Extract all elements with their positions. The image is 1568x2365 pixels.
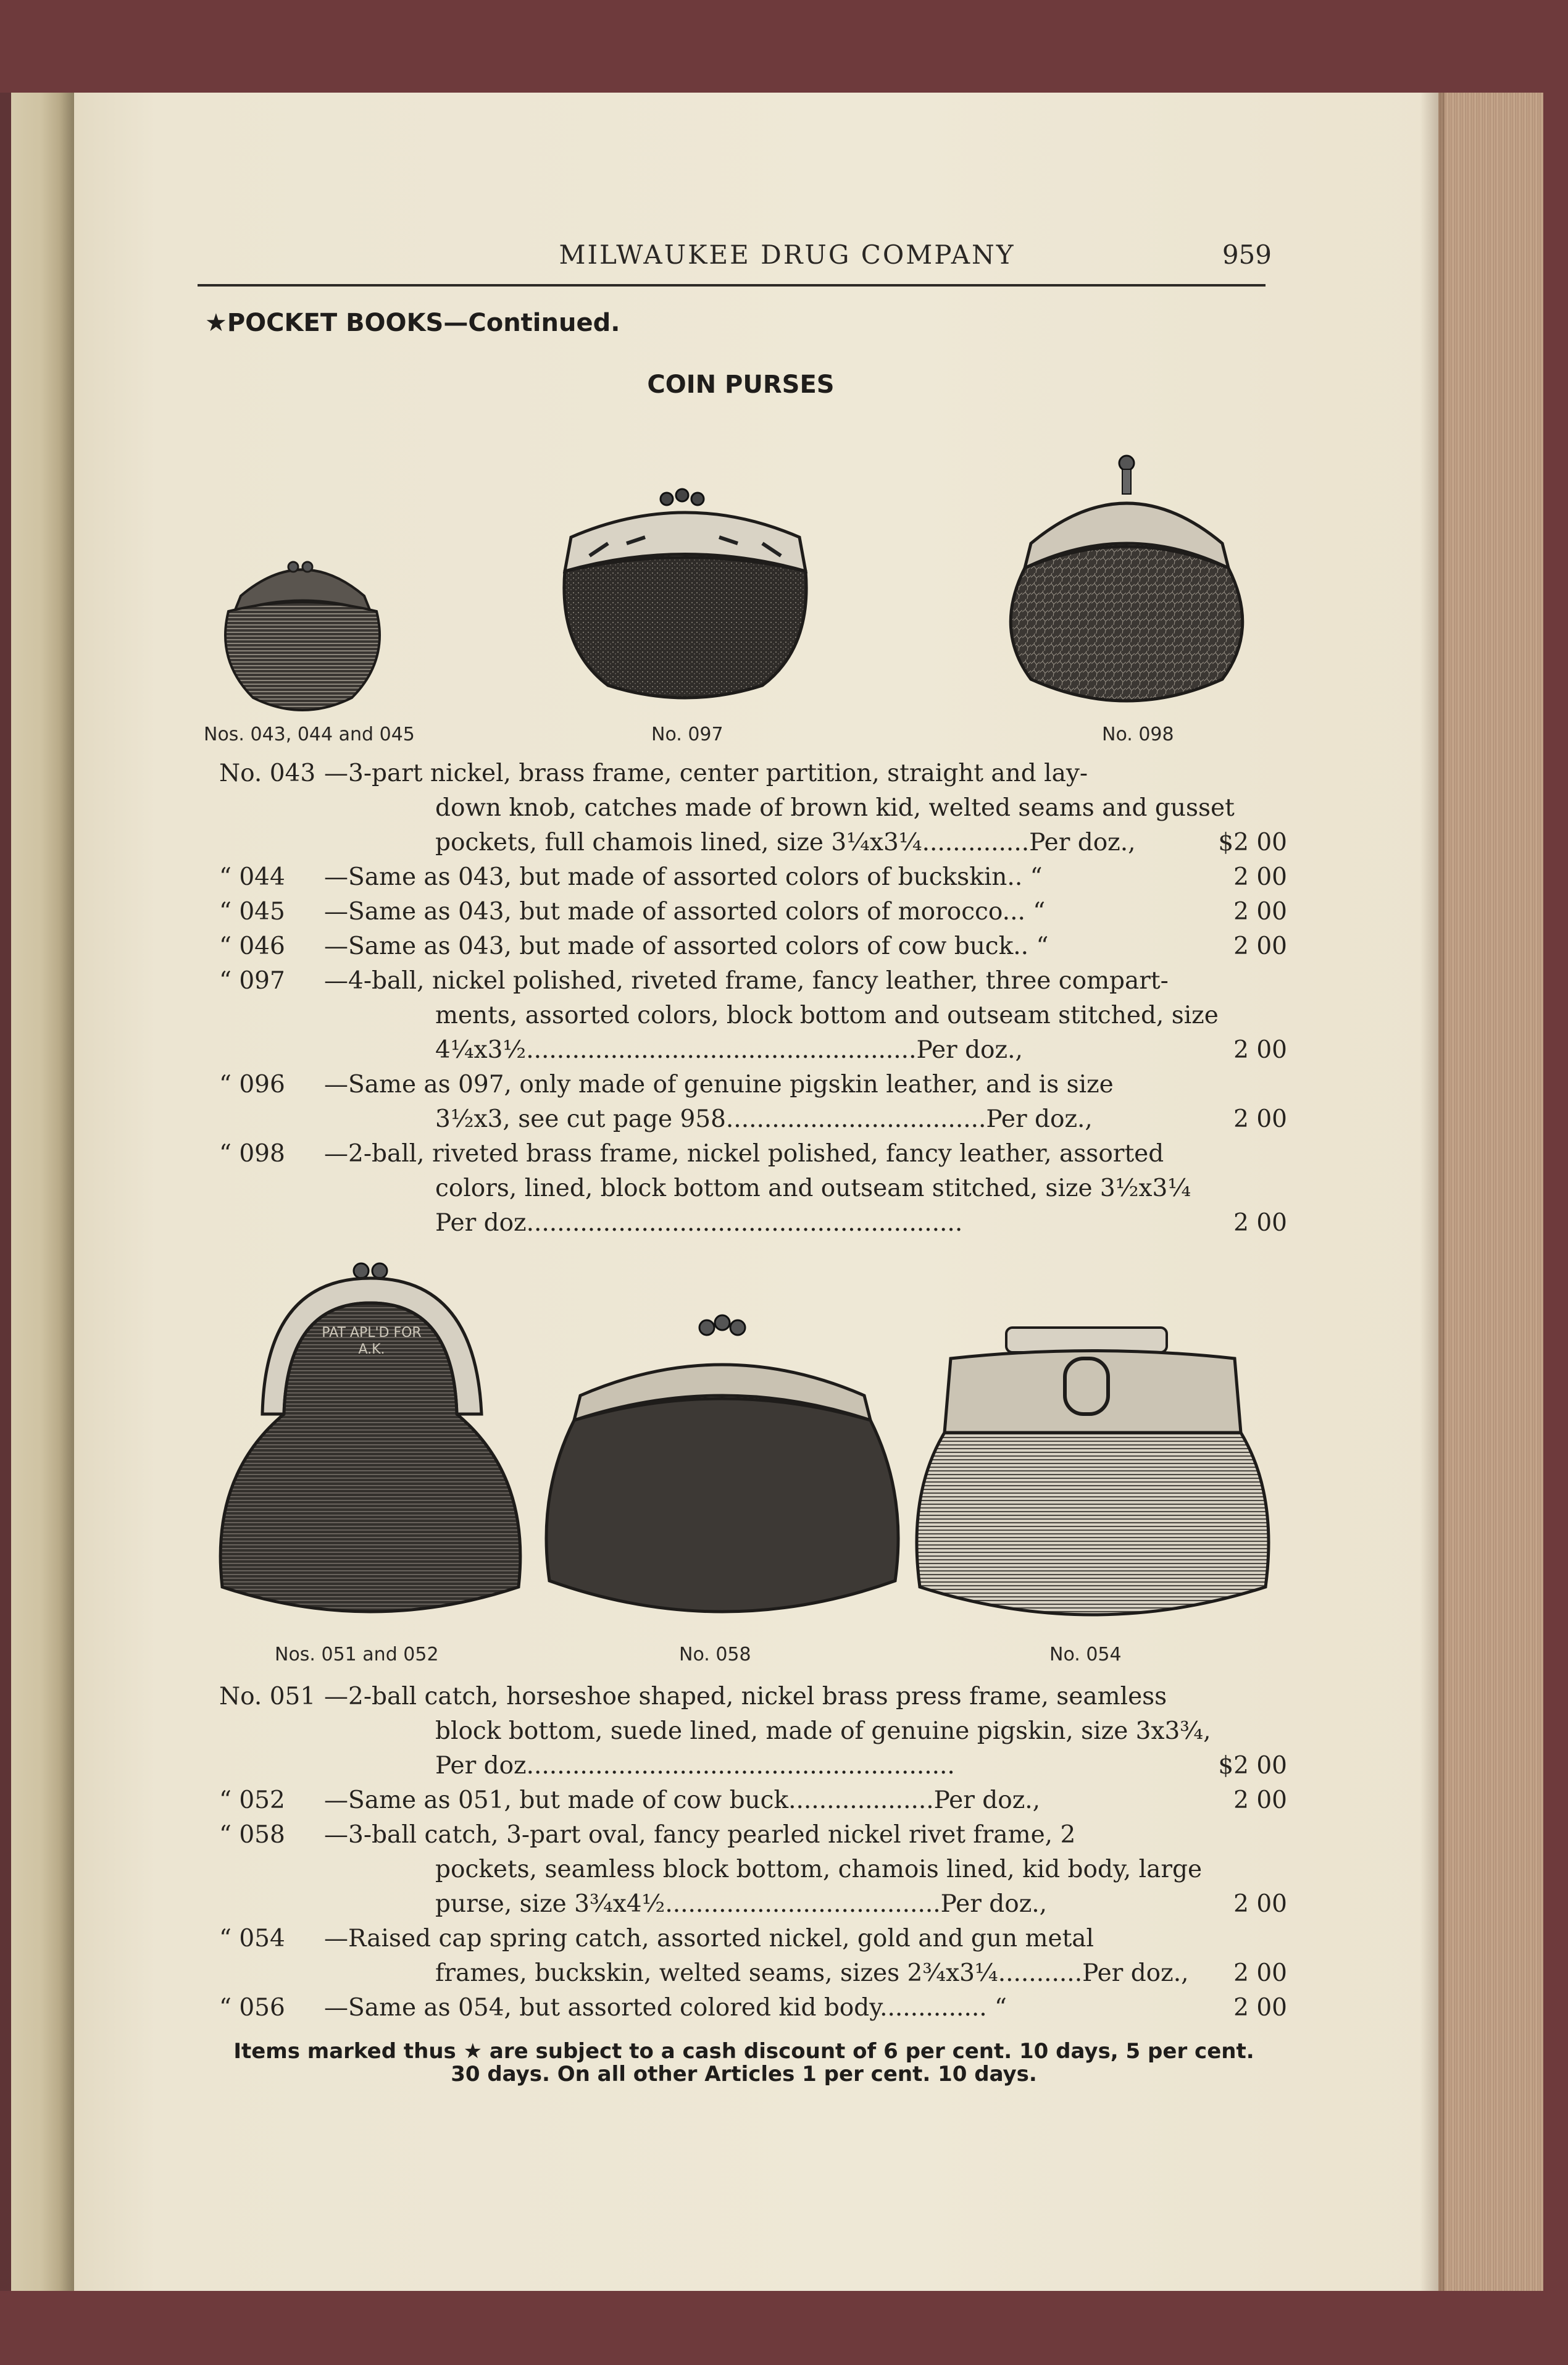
price-entry xyxy=(219,895,1287,929)
description-line: —Same as 054, but assorted colored kid body.............. “ xyxy=(324,1994,1007,2022)
item-number: “ 096 xyxy=(219,1071,285,1099)
description-line: —Raised cap spring catch, assorted nickel, gold and gun metal xyxy=(324,1925,1094,1953)
purse-stamp-line1: PAT APL'D FOR xyxy=(322,1325,422,1341)
discount-note-line2: 30 days. On all other Articles 1 per cent. 10 days. xyxy=(451,2062,1037,2087)
caption-051-052: Nos. 051 and 052 xyxy=(275,1644,439,1665)
caption-054: No. 054 xyxy=(1049,1644,1122,1665)
price-entry xyxy=(219,860,1287,895)
purse-illustration-058 xyxy=(537,1309,907,1636)
item-description xyxy=(324,756,1235,860)
left-page-binding xyxy=(0,93,74,2291)
caption-098: No. 098 xyxy=(1102,724,1174,745)
item-description xyxy=(324,1818,1203,1922)
item-number: No. 043 xyxy=(219,760,316,787)
description-line: frames, buckskin, welted seams, sizes 2¾x3¼...........Per doz., xyxy=(435,1959,1189,1987)
item-price: $2 00 xyxy=(1218,829,1287,856)
price-entry xyxy=(219,964,1287,1068)
description-line: —Same as 043, but made of assorted colors of buckskin.. “ xyxy=(324,863,1043,891)
item-description xyxy=(324,1068,1164,1137)
price-entry xyxy=(219,756,1287,860)
description-line: —4-ball, nickel polished, riveted frame, fancy leather, three compart- xyxy=(324,967,1169,995)
description-line: down knob, catches made of brown kid, welted seams and gusset xyxy=(435,794,1235,822)
item-description xyxy=(324,1783,1164,1818)
price-entry xyxy=(219,1818,1287,1922)
description-line: pockets, full chamois lined, size 3¼x3¼..............Per doz., xyxy=(435,829,1136,856)
page-edge-shadow xyxy=(1420,93,1445,2291)
item-price: 2 00 xyxy=(1233,1786,1287,1814)
purse-illustration-097 xyxy=(553,463,818,710)
price-entry xyxy=(219,1783,1287,1818)
price-entry xyxy=(219,1991,1287,2025)
item-number: “ 046 xyxy=(219,932,285,960)
item-number: “ 058 xyxy=(219,1821,285,1849)
purse-illustration-043 xyxy=(204,537,401,722)
description-line: colors, lined, block bottom and outseam stitched, size 3½x3¼ xyxy=(435,1174,1191,1202)
coin-purses-heading: COIN PURSES xyxy=(647,370,835,399)
running-title: MILWAUKEE DRUG COMPANY xyxy=(559,240,1015,270)
description-line: —2-ball catch, horseshoe shaped, nickel brass press frame, seamless xyxy=(324,1683,1167,1710)
page-edges xyxy=(1438,93,1543,2291)
description-line: —3-ball catch, 3-part oval, fancy pearled nickel rivet frame, 2 xyxy=(324,1821,1076,1849)
description-line: 3½x3, see cut page 958..................................Per doz., xyxy=(435,1105,1093,1133)
page-number: 959 xyxy=(1222,240,1272,270)
caption-097: No. 097 xyxy=(651,724,724,745)
price-entry xyxy=(219,1068,1287,1137)
item-price: 2 00 xyxy=(1233,1890,1287,1918)
header-rule xyxy=(198,284,1266,287)
purse-illustration-051-052 xyxy=(210,1254,531,1636)
description-line: —3-part nickel, brass frame, center partition, straight and lay- xyxy=(324,760,1088,787)
purse-stamp-line2: A.K. xyxy=(358,1342,385,1357)
description-line: Per doz........................................................ xyxy=(435,1752,955,1780)
description-line: —Same as 043, but made of assorted colors of morocco... “ xyxy=(324,898,1046,926)
item-price: 2 00 xyxy=(1233,1209,1287,1237)
item-price: 2 00 xyxy=(1233,1994,1287,2022)
item-description xyxy=(324,860,1164,895)
item-number: “ 044 xyxy=(219,863,285,891)
purse-illustration-054 xyxy=(907,1309,1278,1636)
item-price: 2 00 xyxy=(1233,898,1287,926)
item-description xyxy=(324,895,1164,929)
purse-illustration-098 xyxy=(988,426,1266,716)
item-number: “ 045 xyxy=(219,898,285,926)
price-entry xyxy=(219,1680,1287,1783)
description-line: —Same as 097, only made of genuine pigskin leather, and is size xyxy=(324,1071,1114,1099)
description-line: block bottom, suede lined, made of genuine pigskin, size 3x3¾, xyxy=(435,1717,1211,1745)
caption-043-044-045: Nos. 043, 044 and 045 xyxy=(204,724,415,745)
item-description xyxy=(324,929,1164,964)
description-line: Per doz......................................................... xyxy=(435,1209,963,1237)
item-number: “ 054 xyxy=(219,1925,285,1953)
item-price: 2 00 xyxy=(1233,932,1287,960)
price-entry xyxy=(219,1137,1287,1241)
item-price: 2 00 xyxy=(1233,863,1287,891)
item-description xyxy=(324,1991,1164,2025)
item-number: “ 052 xyxy=(219,1786,285,1814)
caption-058: No. 058 xyxy=(679,1644,751,1665)
item-price: 2 00 xyxy=(1233,1959,1287,1987)
item-number: “ 097 xyxy=(219,967,285,995)
item-number: “ 056 xyxy=(219,1994,285,2022)
item-description xyxy=(324,964,1219,1068)
book-spine-strip xyxy=(0,93,11,2291)
discount-note-line1: Items marked thus ★ are subject to a cash discount of 6 per cent. 10 days, 5 per cent. xyxy=(233,2039,1254,2064)
price-entry xyxy=(219,1922,1287,1991)
item-price: 2 00 xyxy=(1233,1105,1287,1133)
item-number: No. 051 xyxy=(219,1683,316,1710)
description-line: —Same as 051, but made of cow buck...................Per doz., xyxy=(324,1786,1041,1814)
section-title: ★POCKET BOOKS—Continued. xyxy=(205,309,620,337)
item-description xyxy=(324,1680,1211,1783)
description-line: —Same as 043, but made of assorted colors of cow buck.. “ xyxy=(324,932,1049,960)
item-number: “ 098 xyxy=(219,1140,285,1168)
item-price: 2 00 xyxy=(1233,1036,1287,1064)
item-description xyxy=(324,1137,1191,1241)
description-line: —2-ball, riveted brass frame, nickel polished, fancy leather, assorted xyxy=(324,1140,1164,1168)
price-entry xyxy=(219,929,1287,964)
item-description xyxy=(324,1922,1189,1991)
description-line: ments, assorted colors, block bottom and outseam stitched, size xyxy=(435,1002,1219,1029)
item-price: $2 00 xyxy=(1218,1752,1287,1780)
description-line: pockets, seamless block bottom, chamois lined, kid body, large xyxy=(435,1856,1203,1883)
description-line: purse, size 3¾x4½....................................Per doz., xyxy=(435,1890,1048,1918)
description-line: 4¼x3½...................................................Per doz., xyxy=(435,1036,1023,1064)
